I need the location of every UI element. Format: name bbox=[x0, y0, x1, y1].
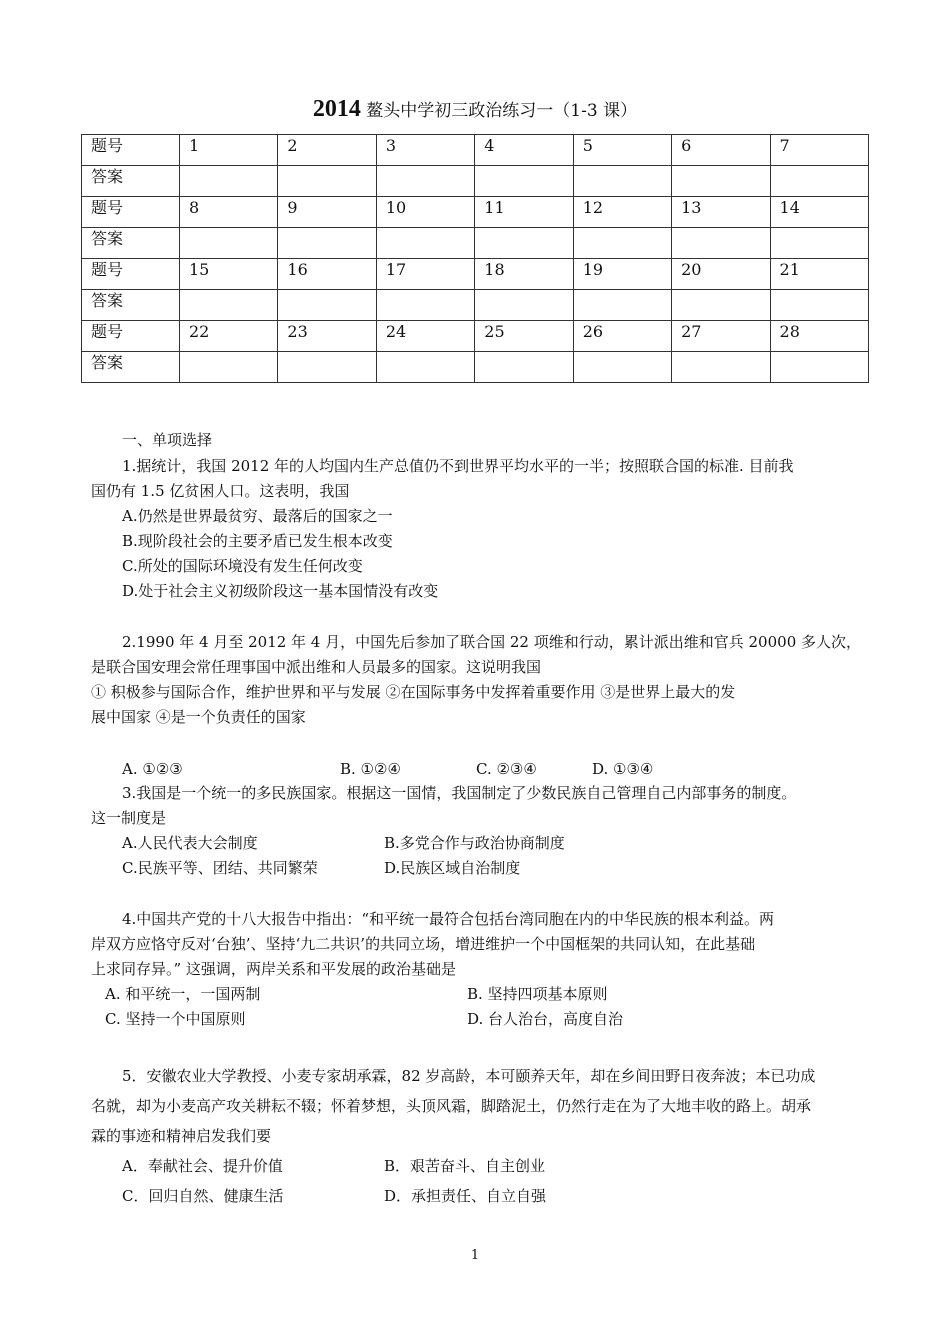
answer-cell[interactable] bbox=[573, 290, 671, 321]
question-number-cell: 28 bbox=[770, 321, 868, 352]
question-number-cell: 15 bbox=[180, 259, 278, 290]
question-number-cell: 26 bbox=[573, 321, 671, 352]
answer-cell[interactable] bbox=[180, 228, 278, 259]
question-number-cell: 17 bbox=[376, 259, 474, 290]
answer-cell[interactable] bbox=[180, 166, 278, 197]
q4-stem-line: 岸双方应恪守反对‘台独’、坚持‘九二共识’的共同立场，增进维护一个中国框架的共同认知，在此基础 bbox=[91, 935, 756, 953]
question-number-cell: 27 bbox=[672, 321, 770, 352]
question-number-cell: 6 bbox=[672, 135, 770, 166]
answer-cell[interactable] bbox=[475, 166, 573, 197]
q3-stem-line: 这一制度是 bbox=[91, 809, 167, 827]
q1-option-c: C.所处的国际环境没有发生任何改变 bbox=[122, 557, 363, 575]
q3-option-c: C.民族平等、团结、共同繁荣 bbox=[122, 859, 318, 877]
q2-option-c: C. ②③④ bbox=[476, 760, 537, 778]
table-row bbox=[82, 197, 869, 228]
table-row bbox=[82, 352, 869, 383]
table-row bbox=[82, 166, 869, 197]
answer-label: 答案 bbox=[82, 352, 180, 383]
question-number-cell: 10 bbox=[376, 197, 474, 228]
q3-option-d: D.民族区域自治制度 bbox=[384, 859, 521, 877]
q4-stem-line: 上求同存异。” 这强调，两岸关系和平发展的政治基础是 bbox=[91, 960, 456, 978]
q5-stem-line: 霖的事迹和精神启发我们要 bbox=[91, 1127, 272, 1145]
q3-stem-line: 3.我国是一个统一的多民族国家。根据这一国情，我国制定了少数民族自己管理自己内部事务的制度。 bbox=[122, 784, 797, 802]
answer-cell[interactable] bbox=[573, 228, 671, 259]
q1-option-a: A.仍然是世界最贫穷、最落后的国家之一 bbox=[122, 507, 393, 525]
page-number: 1 bbox=[470, 1248, 480, 1263]
answer-table bbox=[81, 134, 869, 383]
title-year: 2014 bbox=[312, 96, 361, 122]
q5-option-c: C．回归自然、健康生活 bbox=[122, 1187, 284, 1205]
answer-cell[interactable] bbox=[672, 290, 770, 321]
question-number-cell: 11 bbox=[475, 197, 573, 228]
question-number-cell: 13 bbox=[672, 197, 770, 228]
answer-cell[interactable] bbox=[278, 290, 376, 321]
answer-cell[interactable] bbox=[278, 228, 376, 259]
q2-option-b: B. ①②④ bbox=[340, 760, 401, 778]
q2-stem-line: 是联合国安理会常任理事国中派出维和人员最多的国家。这说明我国 bbox=[91, 658, 542, 676]
page-title bbox=[0, 96, 950, 123]
answer-cell[interactable] bbox=[376, 352, 474, 383]
q1-stem-line: 国仍有 1.5 亿贫困人口。这表明，我国 bbox=[91, 482, 350, 500]
answer-cell[interactable] bbox=[672, 228, 770, 259]
q1-option-b: B.现阶段社会的主要矛盾已发生根本改变 bbox=[122, 532, 393, 550]
question-number-cell: 5 bbox=[573, 135, 671, 166]
q3-option-b: B.多党合作与政治协商制度 bbox=[384, 834, 565, 852]
q2-option-a: A. ①②③ bbox=[122, 760, 183, 778]
answer-cell[interactable] bbox=[475, 228, 573, 259]
question-number-cell: 12 bbox=[573, 197, 671, 228]
question-number-cell: 25 bbox=[475, 321, 573, 352]
question-number-cell: 20 bbox=[672, 259, 770, 290]
row-label: 题号 bbox=[82, 135, 180, 166]
answer-cell[interactable] bbox=[770, 352, 868, 383]
question-number-cell: 21 bbox=[770, 259, 868, 290]
q4-option-c: C. 坚持一个中国原则 bbox=[105, 1010, 246, 1028]
q4-option-b: B. 坚持四项基本原则 bbox=[467, 985, 608, 1003]
answer-cell[interactable] bbox=[180, 352, 278, 383]
row-label: 题号 bbox=[82, 321, 180, 352]
question-number-cell: 2 bbox=[278, 135, 376, 166]
row-label: 题号 bbox=[82, 197, 180, 228]
answer-cell[interactable] bbox=[770, 228, 868, 259]
answer-label: 答案 bbox=[82, 290, 180, 321]
section-heading: 一、单项选择 bbox=[122, 431, 213, 449]
table-row bbox=[82, 259, 869, 290]
question-number-cell: 3 bbox=[376, 135, 474, 166]
answer-cell[interactable] bbox=[573, 166, 671, 197]
question-number-cell: 24 bbox=[376, 321, 474, 352]
question-number-cell: 22 bbox=[180, 321, 278, 352]
q5-stem-line: 名就，却为小麦高产攻关耕耘不辍；怀着梦想，头顶风霜，脚踏泥土，仍然行走在为了大地丰收的路上。胡承 bbox=[91, 1097, 812, 1115]
q1-stem-line: 1.据统计，我国 2012 年的人均国内生产总值仍不到世界平均水平的一半；按照联合国的标准. 目前我 bbox=[122, 457, 794, 475]
answer-label: 答案 bbox=[82, 228, 180, 259]
q2-stem-line: ① 积极参与国际合作，维护世界和平与发展 ②在国际事务中发挥着重要作用 ③是世界上最大的发 bbox=[91, 683, 736, 701]
table-row bbox=[82, 321, 869, 352]
question-number-cell: 7 bbox=[770, 135, 868, 166]
row-label: 题号 bbox=[82, 259, 180, 290]
answer-cell[interactable] bbox=[180, 290, 278, 321]
answer-label: 答案 bbox=[82, 166, 180, 197]
question-number-cell: 1 bbox=[180, 135, 278, 166]
answer-cell[interactable] bbox=[376, 228, 474, 259]
q5-option-d: D．承担责任、自立自强 bbox=[384, 1187, 547, 1205]
table-row bbox=[82, 290, 869, 321]
answer-cell[interactable] bbox=[672, 166, 770, 197]
q4-stem-line: 4.中国共产党的十八大报告中指出：“和平统一最符合包括台湾同胞在内的中华民族的根本利益。两 bbox=[122, 910, 774, 928]
question-number-cell: 4 bbox=[475, 135, 573, 166]
table-row bbox=[82, 135, 869, 166]
answer-cell[interactable] bbox=[770, 290, 868, 321]
answer-cell[interactable] bbox=[672, 352, 770, 383]
question-number-cell: 19 bbox=[573, 259, 671, 290]
q4-option-d: D. 台人治台，高度自治 bbox=[467, 1010, 624, 1028]
question-number-cell: 16 bbox=[278, 259, 376, 290]
q5-stem-line: 5．安徽农业大学教授、小麦专家胡承霖，82 岁高龄，本可颐养天年，却在乡间田野日夜奔波；本已功成 bbox=[122, 1067, 816, 1085]
q2-stem-line: 2.1990 年 4 月至 2012 年 4 月，中国先后参加了联合国 22 项维和行动，累计派出维和官兵 20000 多人次， bbox=[122, 633, 862, 651]
answer-cell[interactable] bbox=[475, 352, 573, 383]
question-number-cell: 18 bbox=[475, 259, 573, 290]
question-number-cell: 8 bbox=[180, 197, 278, 228]
title-text: 鳌头中学初三政治练习一（1-3 课） bbox=[360, 101, 638, 121]
q1-option-d: D.处于社会主义初级阶段这一基本国情没有改变 bbox=[122, 582, 439, 600]
answer-cell[interactable] bbox=[278, 352, 376, 383]
q5-option-b: B．艰苦奋斗、自主创业 bbox=[384, 1157, 546, 1175]
q4-option-a: A. 和平统一，一国两制 bbox=[105, 985, 261, 1003]
question-number-cell: 9 bbox=[278, 197, 376, 228]
q2-stem-line: 展中国家 ④是一个负责任的国家 bbox=[91, 708, 306, 726]
answer-cell[interactable] bbox=[475, 290, 573, 321]
answer-cell[interactable] bbox=[278, 166, 376, 197]
answer-cell[interactable] bbox=[770, 166, 868, 197]
q5-option-a: A．奉献社会、提升价值 bbox=[122, 1157, 283, 1175]
q3-option-a: A.人民代表大会制度 bbox=[122, 834, 258, 852]
q2-option-d: D. ①③④ bbox=[592, 760, 654, 778]
answer-cell[interactable] bbox=[376, 290, 474, 321]
question-number-cell: 14 bbox=[770, 197, 868, 228]
answer-cell[interactable] bbox=[376, 166, 474, 197]
table-row bbox=[82, 228, 869, 259]
answer-cell[interactable] bbox=[573, 352, 671, 383]
question-number-cell: 23 bbox=[278, 321, 376, 352]
